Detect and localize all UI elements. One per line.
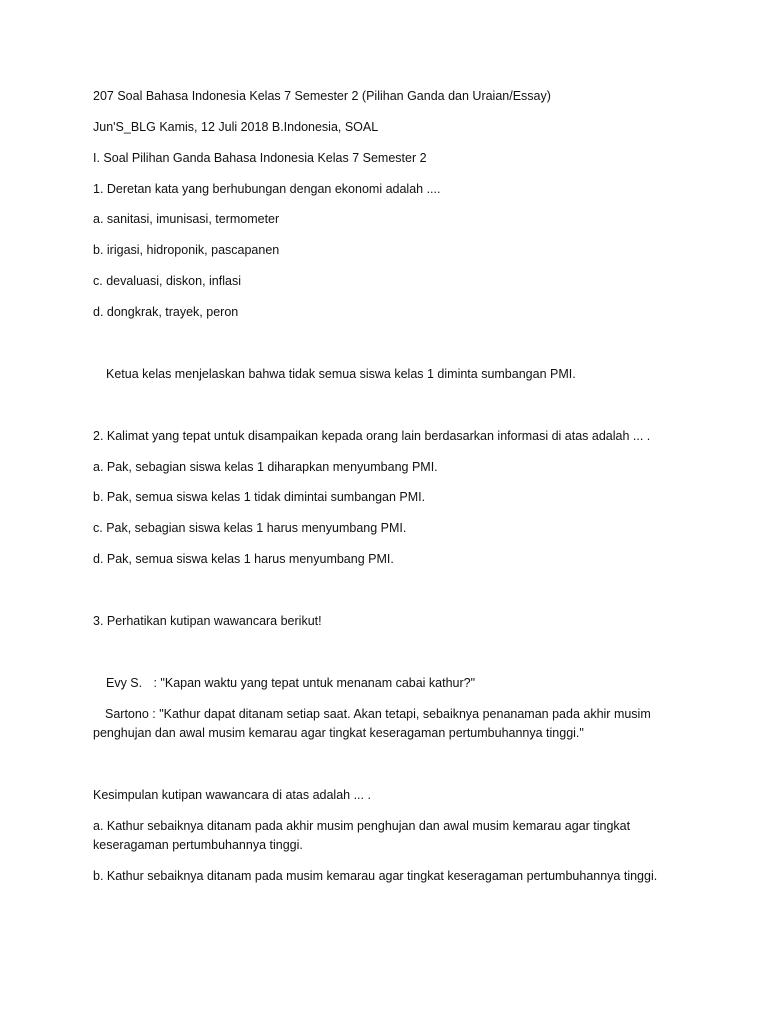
q1-option-a: a. sanitasi, imunisasi, termometer [93, 212, 280, 226]
question-2: 2. Kalimat yang tepat untuk disampaikan kepada orang lain berdasarkan informasi di atas adalah ... . [93, 429, 651, 443]
dialog-evy [106, 674, 696, 693]
document-meta: Jun'S_BLG Kamis, 12 Juli 2018 B.Indonesia, SOAL [93, 120, 379, 134]
q3-prompt: Kesimpulan kutipan wawancara di atas adalah ... . [93, 788, 371, 802]
section-heading: I. Soal Pilihan Ganda Bahasa Indonesia Kelas 7 Semester 2 [93, 151, 427, 165]
q1-option-c: c. devaluasi, diskon, inflasi [93, 274, 241, 288]
question-1: 1. Deretan kata yang berhubungan dengan ekonomi adalah .... [93, 182, 441, 196]
q2-option-a: a. Pak, sebagian siswa kelas 1 diharapkan menyumbang PMI. [93, 460, 438, 474]
document-title: 207 Soal Bahasa Indonesia Kelas 7 Semester 2 (Pilihan Ganda dan Uraian/Essay) [93, 89, 551, 103]
q2-option-d: d. Pak, semua siswa kelas 1 harus menyumbang PMI. [93, 552, 394, 566]
question-3: 3. Perhatikan kutipan wawancara berikut! [93, 614, 322, 628]
info-text: Ketua kelas menjelaskan bahwa tidak semua siswa kelas 1 diminta sumbangan PMI. [106, 367, 576, 381]
q1-option-b: b. irigasi, hidroponik, pascapanen [93, 243, 280, 257]
q2-option-c: c. Pak, sebagian siswa kelas 1 harus menyumbang PMI. [93, 521, 407, 535]
q2-option-b: b. Pak, semua siswa kelas 1 tidak dimintai sumbangan PMI. [93, 490, 426, 504]
dialog-evy-speaker: Evy S. [106, 676, 143, 690]
q3-option-a: a. Kathur sebaiknya ditanam pada akhir musim penghujan dan awal musim kemarau agar tingkat keseragaman pertumbuhannya tinggi. [93, 819, 631, 852]
dialog-sartono: Sartono : "Kathur dapat ditanam setiap saat. Akan tetapi, sebaiknya penanaman pada akhir musim penghujan dan awal musim kemarau agar tingkat keseragaman pertumbuhannya tinggi." [93, 707, 651, 740]
dialog-evy-line: : "Kapan waktu yang tepat untuk menanam cabai kathur?" [153, 676, 476, 690]
q3-option-b: b. Kathur sebaiknya ditanam pada musim kemarau agar tingkat keseragaman pertumbuhannya tinggi. [93, 869, 658, 883]
q1-option-d: d. dongkrak, trayek, peron [93, 305, 239, 319]
